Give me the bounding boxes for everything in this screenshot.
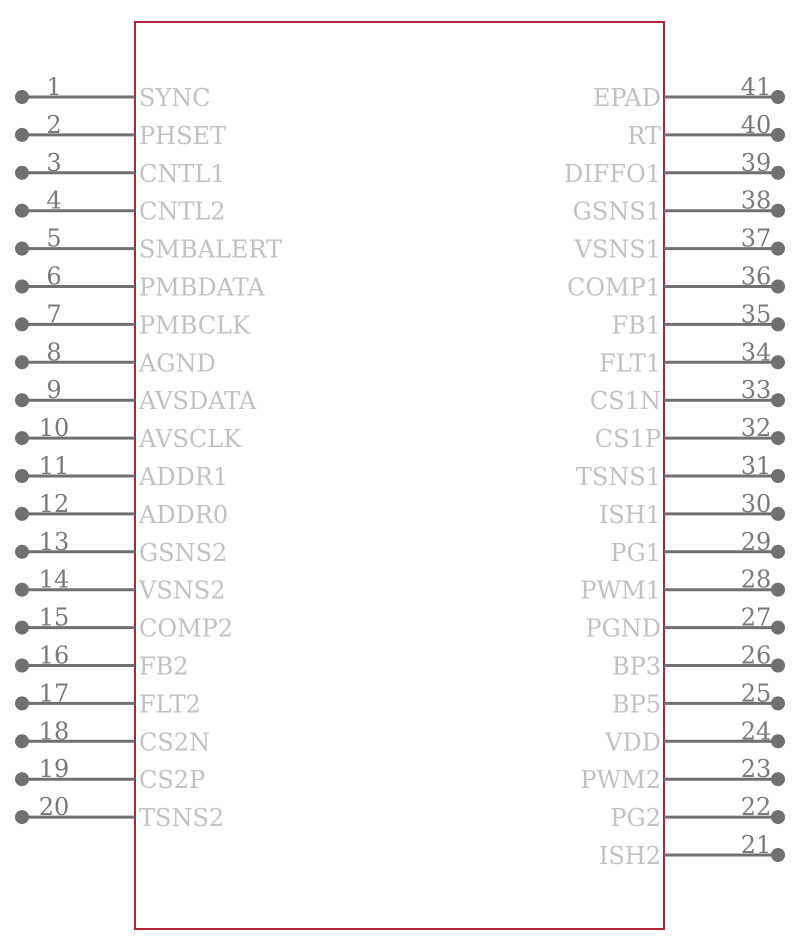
pin-number: 41: [740, 73, 772, 101]
pin-27: [585, 604, 785, 643]
pin-number: 24: [740, 717, 772, 746]
pin-7: [15, 300, 251, 339]
pin-number: 4: [46, 186, 62, 215]
pin-terminal-dot: [771, 772, 785, 786]
pin-3: [15, 149, 226, 188]
pin-number: 34: [740, 338, 772, 367]
pin-number: 7: [46, 300, 62, 329]
pin-name: VSNS2: [139, 576, 226, 605]
pin-41: [593, 73, 785, 112]
pin-number: 12: [38, 489, 70, 518]
pin-terminal-dot: [15, 317, 29, 331]
pin-6: [15, 263, 265, 302]
right-pin-group: [564, 73, 785, 870]
pin-11: [15, 452, 228, 491]
pin-2: [15, 111, 226, 150]
pin-4: [15, 187, 226, 226]
pin-name: PG1: [610, 538, 661, 567]
pin-26: [612, 642, 785, 681]
pin-name: RT: [627, 121, 661, 150]
pin-36: [567, 263, 785, 302]
pin-terminal-dot: [15, 355, 29, 369]
pin-terminal-dot: [771, 507, 785, 521]
pin-name: CS2N: [139, 728, 211, 757]
pin-name: CNTL1: [139, 159, 226, 188]
pin-number: 36: [740, 262, 772, 291]
pin-number: 2: [46, 110, 62, 139]
pin-34: [599, 338, 785, 377]
pin-terminal-dot: [15, 90, 29, 104]
pin-name: PWM1: [580, 576, 661, 605]
pin-terminal-dot: [15, 696, 29, 710]
pin-name: ADDR1: [139, 463, 229, 491]
pin-terminal-dot: [771, 734, 785, 748]
pin-name: PWM2: [580, 766, 661, 795]
pin-number: 9: [46, 376, 62, 405]
pin-number: 11: [38, 452, 70, 480]
pin-number: 17: [38, 679, 70, 708]
pin-number: 21: [740, 831, 772, 859]
pin-name: BP5: [611, 690, 661, 719]
pin-name: CNTL2: [139, 197, 226, 226]
pin-terminal-dot: [15, 659, 29, 673]
pin-terminal-dot: [15, 507, 29, 521]
pin-12: [15, 490, 228, 529]
pin-number: 26: [740, 641, 772, 670]
pin-15: [15, 604, 233, 643]
pin-terminal-dot: [15, 393, 29, 407]
pin-number: 25: [740, 679, 772, 708]
pin-name: AVSDATA: [139, 387, 257, 416]
pin-terminal-dot: [771, 280, 785, 294]
pin-5: [15, 225, 282, 264]
pin-name: CS1P: [594, 425, 661, 454]
pin-terminal-dot: [771, 393, 785, 407]
pin-number: 10: [38, 414, 70, 443]
pin-number: 22: [740, 793, 772, 822]
pin-terminal-dot: [771, 166, 785, 180]
pin-terminal-dot: [771, 469, 785, 483]
pin-name: COMP2: [139, 614, 234, 643]
pin-number: 30: [740, 489, 772, 518]
pin-name: AGND: [139, 349, 216, 378]
pin-number: 6: [46, 262, 62, 291]
pin-name: CS1N: [589, 387, 661, 416]
pin-name: SYNC: [139, 84, 211, 112]
pin-terminal-dot: [15, 128, 29, 142]
pin-terminal-dot: [771, 128, 785, 142]
pin-number: 20: [38, 793, 70, 822]
pin-33: [590, 376, 785, 415]
pin-terminal-dot: [15, 810, 29, 824]
pin-name: VSNS1: [574, 235, 661, 264]
pin-terminal-dot: [771, 545, 785, 559]
pin-terminal-dot: [15, 242, 29, 256]
pin-name: FLT1: [599, 349, 661, 378]
pin-number: 33: [740, 376, 772, 405]
pin-37: [574, 225, 785, 264]
pin-number: 15: [38, 603, 70, 632]
pin-number: 31: [740, 452, 772, 480]
pin-22: [610, 793, 785, 832]
pin-number: 28: [740, 565, 772, 594]
pin-number: 40: [740, 110, 772, 139]
pin-terminal-dot: [771, 355, 785, 369]
pin-18: [15, 717, 210, 756]
pin-38: [573, 187, 785, 226]
pin-number: 29: [740, 527, 772, 556]
pin-name: BP3: [611, 652, 661, 681]
pin-name: EPAD: [592, 84, 661, 112]
pin-10: [15, 414, 242, 453]
pin-name: PMBDATA: [139, 273, 265, 302]
pin-19: [15, 755, 205, 794]
pin-40: [627, 111, 785, 150]
pin-terminal-dot: [771, 621, 785, 635]
pin-name: ADDR0: [139, 500, 229, 529]
pin-name: FLT2: [139, 690, 201, 719]
pin-terminal-dot: [771, 848, 785, 862]
pin-39: [564, 149, 785, 188]
pin-number: 3: [46, 148, 62, 177]
pin-number: 27: [740, 603, 772, 632]
pin-terminal-dot: [15, 621, 29, 635]
pin-14: [15, 566, 225, 605]
pin-terminal-dot: [771, 317, 785, 331]
pin-1: [15, 73, 211, 112]
pin-32: [595, 414, 785, 453]
pin-17: [15, 679, 201, 718]
pin-terminal-dot: [771, 431, 785, 445]
pin-number: 19: [38, 755, 70, 784]
left-pin-group: [15, 73, 282, 832]
pin-name: ISH1: [598, 500, 661, 529]
pin-name: PGND: [585, 614, 661, 643]
pin-number: 38: [740, 186, 772, 215]
pin-name: GSNS1: [572, 197, 661, 226]
pin-terminal-dot: [771, 810, 785, 824]
pin-21: [599, 831, 785, 870]
pin-terminal-dot: [771, 696, 785, 710]
pin-25: [612, 679, 785, 718]
pin-13: [15, 528, 227, 567]
pin-name: TSNS2: [139, 804, 225, 833]
pin-terminal-dot: [15, 431, 29, 445]
pin-name: PMBCLK: [139, 311, 251, 340]
pin-name: FB1: [611, 311, 661, 340]
pin-31: [576, 452, 785, 491]
pin-number: 5: [46, 224, 62, 253]
pin-name: FB2: [139, 652, 189, 681]
pin-terminal-dot: [771, 659, 785, 673]
pin-number: 23: [740, 755, 772, 784]
pin-35: [611, 300, 785, 339]
pin-terminal-dot: [15, 166, 29, 180]
pin-terminal-dot: [15, 583, 29, 597]
pin-name: AVSCLK: [139, 425, 242, 454]
pin-name: VDD: [605, 728, 661, 757]
pin-name: PG2: [610, 804, 661, 833]
pin-number: 1: [46, 73, 62, 101]
pin-name: ISH2: [598, 842, 661, 870]
pin-name: DIFFO1: [564, 159, 661, 188]
pin-number: 32: [740, 414, 772, 443]
pin-name: CS2P: [139, 766, 206, 795]
pin-terminal-dot: [15, 280, 29, 294]
pin-number: 13: [38, 527, 70, 556]
pin-name: SMBALERT: [139, 235, 283, 264]
pin-terminal-dot: [771, 90, 785, 104]
pin-number: 18: [38, 717, 70, 746]
pin-20: [15, 793, 224, 832]
pin-terminal-dot: [771, 204, 785, 218]
pin-number: 16: [38, 641, 70, 670]
pin-name: TSNS1: [575, 463, 661, 491]
pin-terminal-dot: [15, 204, 29, 218]
pin-number: 37: [740, 224, 772, 253]
pin-29: [610, 528, 785, 567]
pin-name: PHSET: [139, 121, 227, 150]
pin-23: [580, 755, 785, 794]
pin-terminal-dot: [771, 583, 785, 597]
pin-number: 39: [740, 148, 772, 177]
pin-number: 35: [740, 300, 772, 329]
pin-name: GSNS2: [139, 538, 228, 567]
pin-8: [15, 338, 216, 377]
pin-terminal-dot: [15, 469, 29, 483]
pin-terminal-dot: [771, 242, 785, 256]
pin-terminal-dot: [15, 772, 29, 786]
pin-28: [580, 566, 785, 605]
pin-24: [604, 717, 785, 756]
pin-name: COMP1: [566, 273, 661, 302]
pin-terminal-dot: [15, 545, 29, 559]
pin-16: [15, 642, 189, 681]
pin-terminal-dot: [15, 734, 29, 748]
pin-number: 8: [46, 338, 62, 367]
pin-number: 14: [38, 565, 70, 594]
pin-30: [599, 490, 785, 529]
